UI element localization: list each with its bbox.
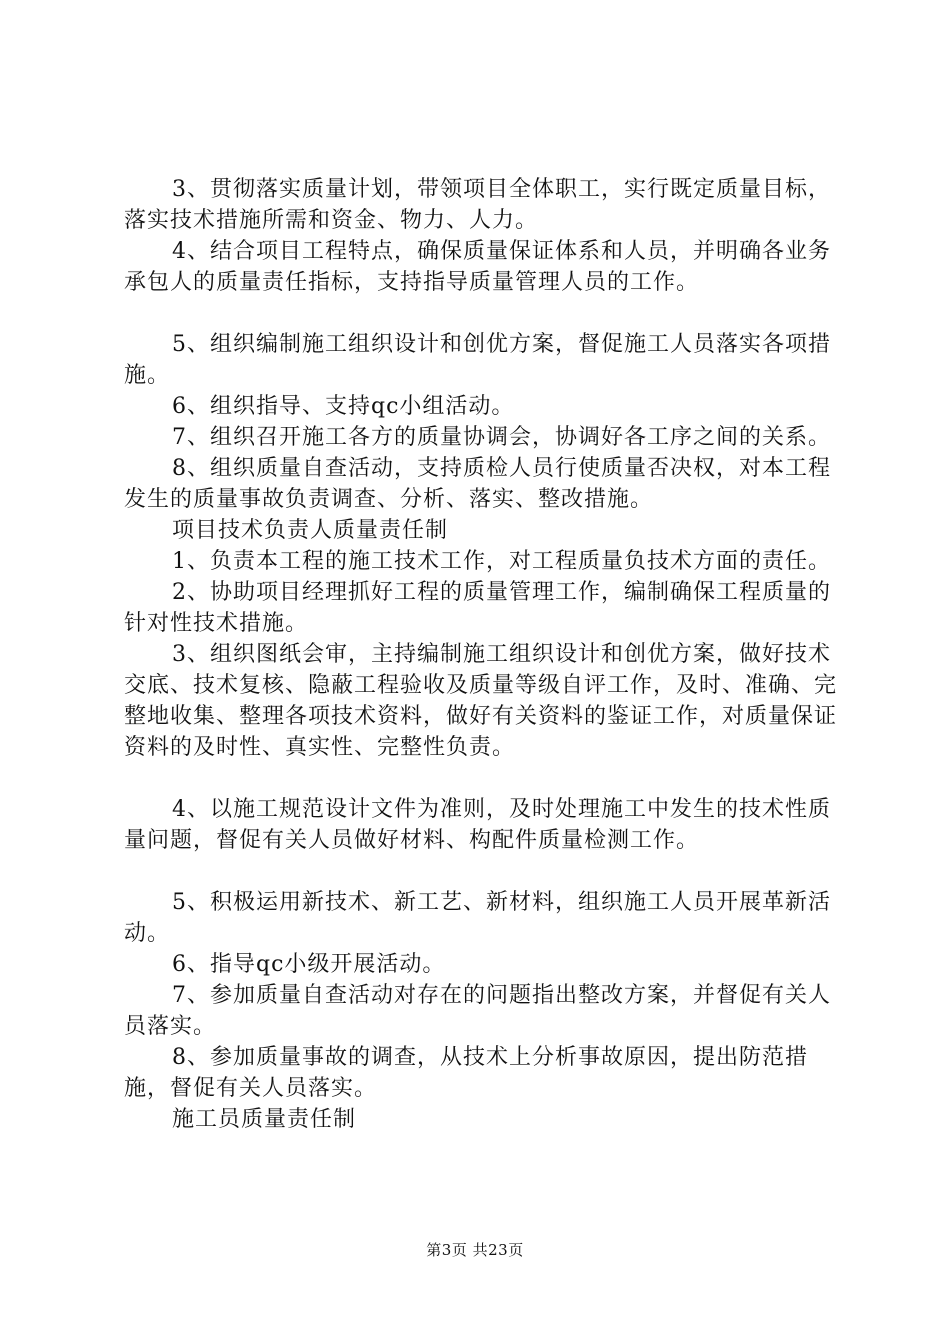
paragraph-standards: 4、以施工规范设计文件为准则，及时处理施工中发生的技术性质量问题，督促有关人员做好材料、构配件质量检测工作。 (124, 797, 831, 853)
paragraph-qc-guidance: 6、指导qc小级开展活动。 (172, 952, 446, 977)
paragraph-quality-plan: 3、贯彻落实质量计划，带领项目全体职工，实行既定质量目标，落实技术措施所需和资金、物力、人力。 (124, 177, 831, 233)
section-heading-construction-worker: 施工员质量责任制 (172, 1107, 357, 1132)
paragraph-quality-system: 4、结合项目工程特点，确保质量保证体系和人员，并明确各业务承包人的质量责任指标，支持指导质量管理人员的工作。 (124, 239, 831, 295)
paragraph-qc-support: 6、组织指导、支持qc小组活动。 (172, 394, 515, 419)
paragraph-spacer (124, 856, 844, 887)
paragraph-rectification: 7、参加质量自查活动对存在的问题指出整改方案，并督促有关人员落实。 (124, 983, 831, 1039)
paragraph-new-technology: 5、积极运用新技术、新工艺、新材料，组织施工人员开展革新活动。 (124, 890, 831, 946)
paragraph-spacer (124, 763, 844, 794)
paragraph-self-inspection: 8、组织质量自查活动，支持质检人员行使质量否决权，对本工程发生的质量事故负责调查、分析、落实、整改措施。 (124, 456, 831, 512)
paragraph-assist-manager: 2、协助项目经理抓好工程的质量管理工作，编制确保工程质量的针对性技术措施。 (124, 580, 831, 636)
paragraph-coordination-meeting: 7、组织召开施工各方的质量协调会，协调好各工序之间的关系。 (172, 425, 831, 450)
paragraph-accident-investigation: 8、参加质量事故的调查，从技术上分析事故原因，提出防范措施，督促有关人员落实。 (124, 1045, 808, 1101)
paragraph-spacer (124, 298, 844, 329)
document-body (124, 174, 844, 1135)
paragraph-drawing-review: 3、组织图纸会审，主持编制施工组织设计和创优方案，做好技术交底、技术复核、隐蔽工程验收及质量等级自评工作，及时、准确、完整地收集、整理各项技术资料，做好有关资料的鉴证工作，对质量保证资料的及时性、真实性、完整性负责。 (124, 642, 838, 760)
paragraph-technical-responsibility: 1、负责本工程的施工技术工作，对工程质量负技术方面的责任。 (172, 549, 831, 574)
page-number-footer: 第3页 共23页 (426, 1241, 524, 1259)
paragraph-construction-design: 5、组织编制施工组织设计和创优方案，督促施工人员落实各项措施。 (124, 332, 831, 388)
section-heading-technical-lead: 项目技术负责人质量责任制 (172, 518, 449, 543)
